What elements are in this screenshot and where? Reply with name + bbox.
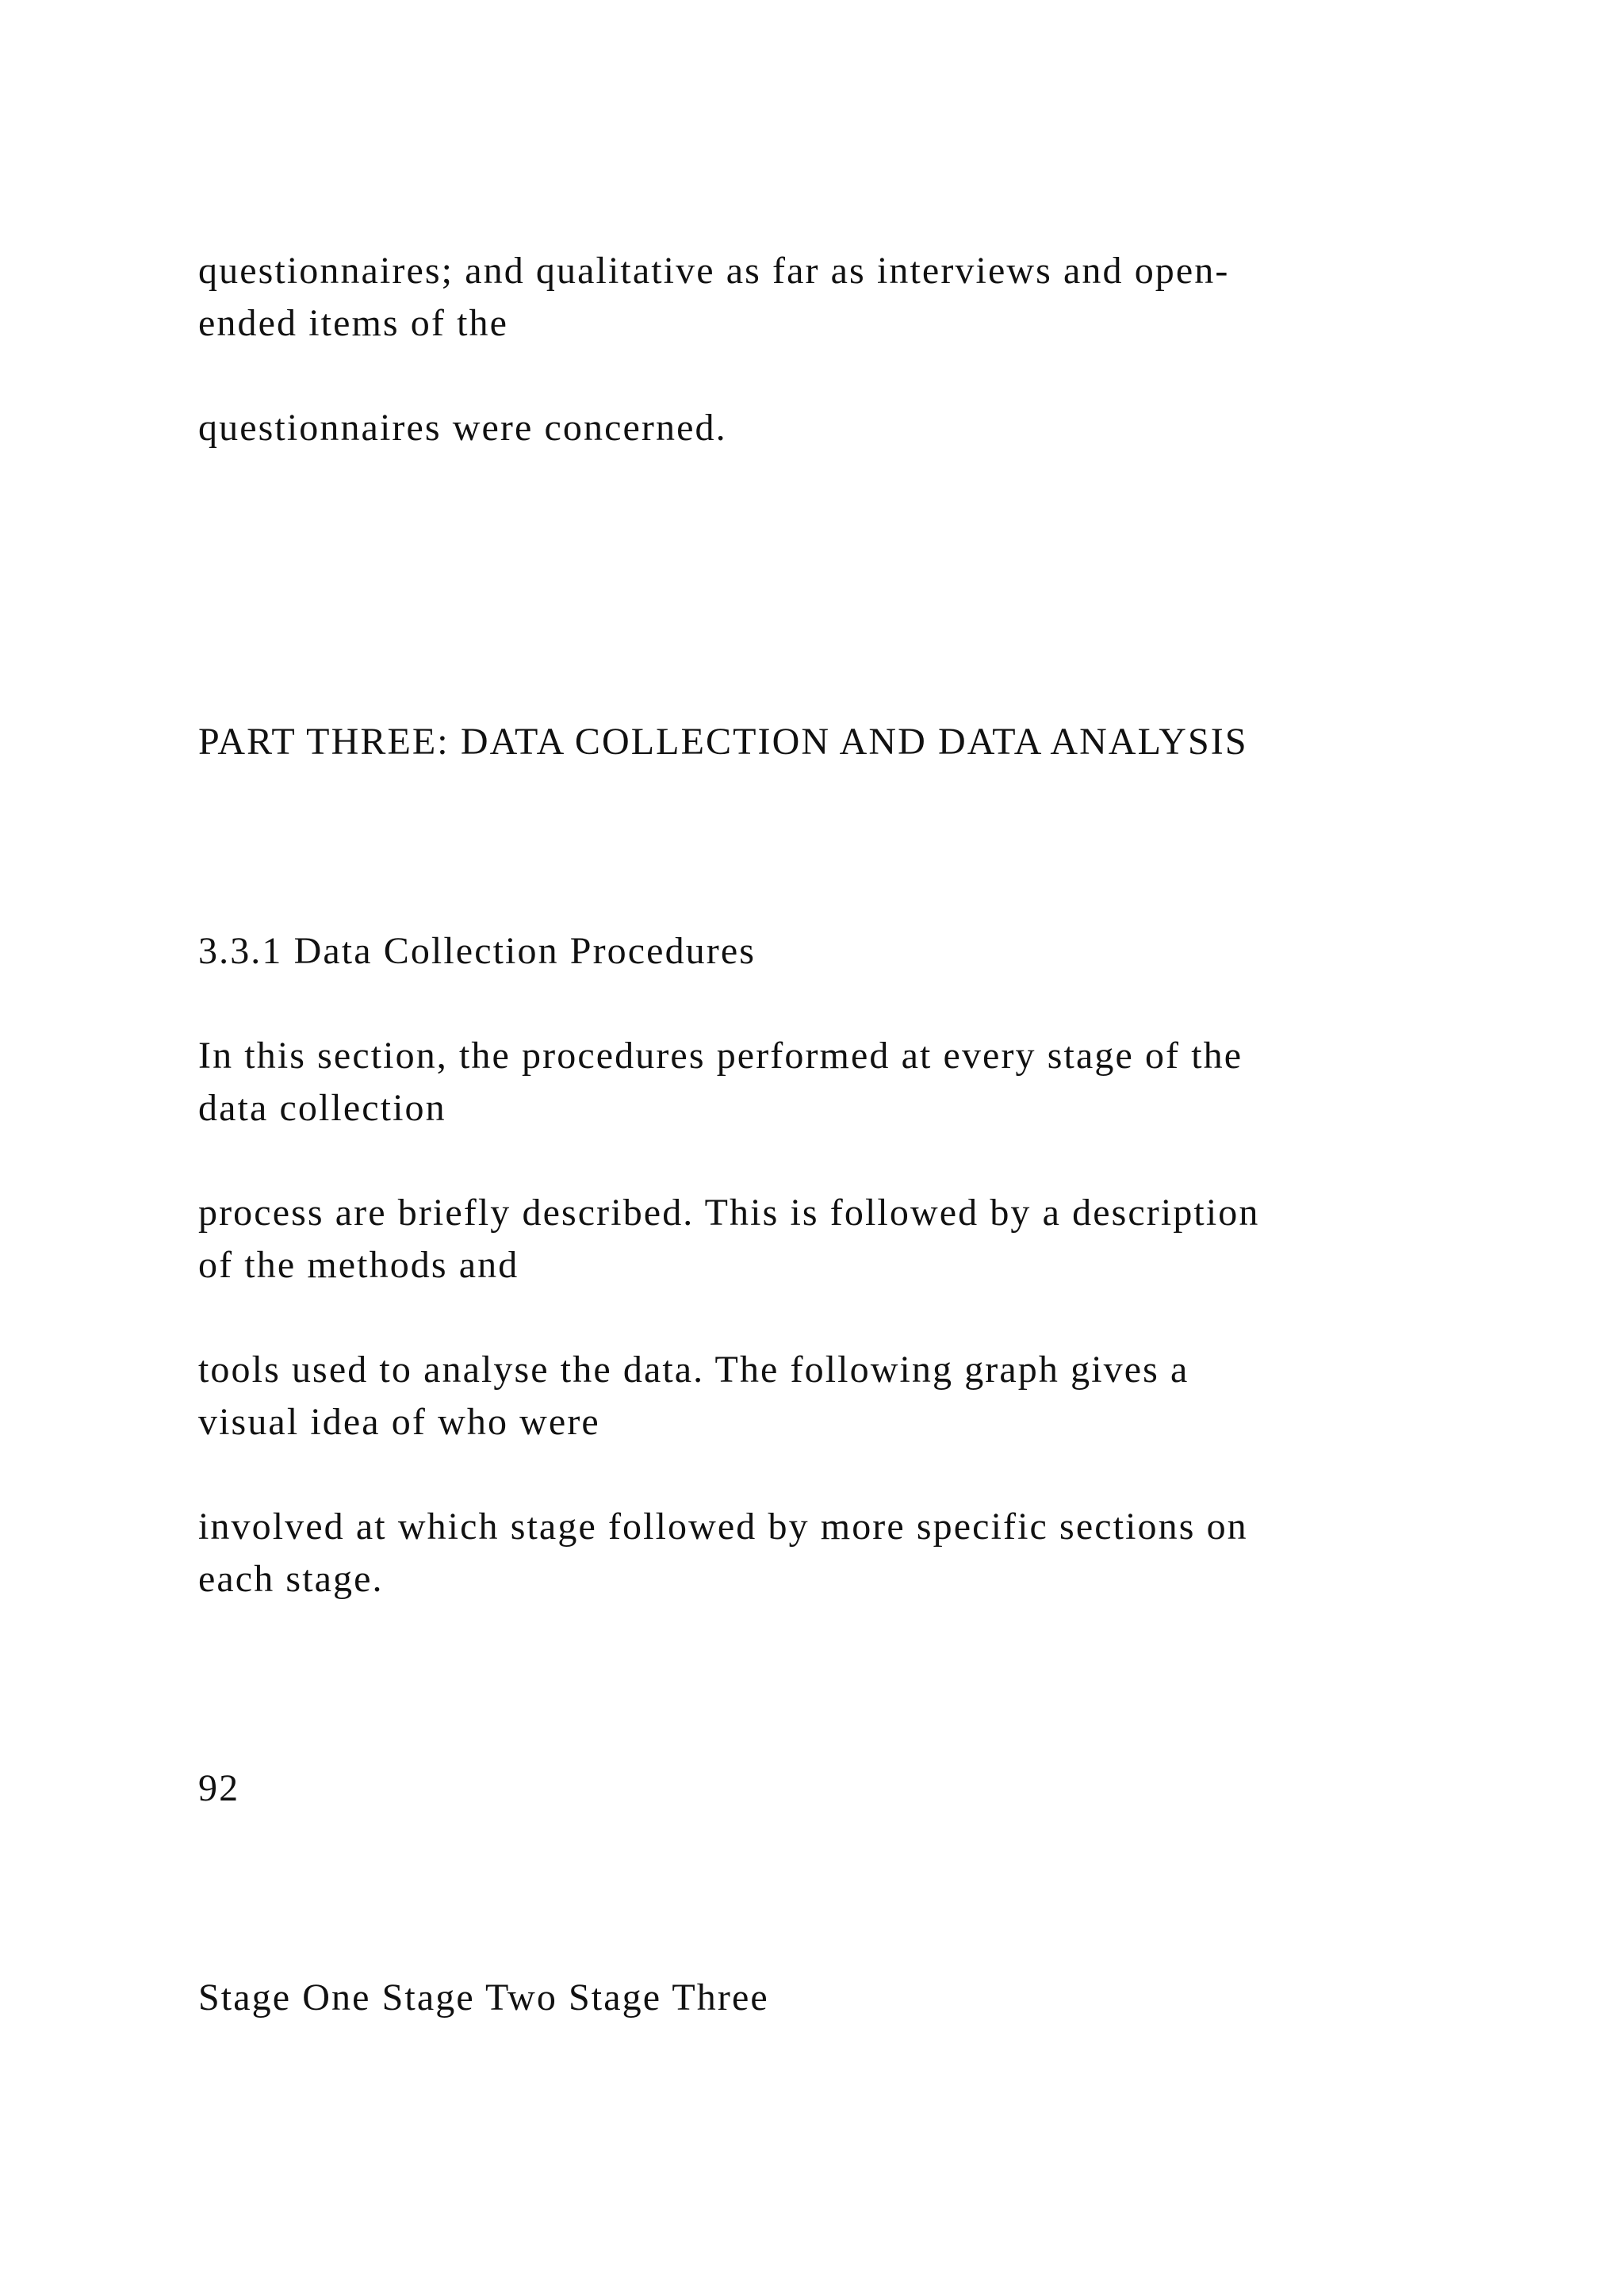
paragraph-2-line-2: data collection [198, 1087, 446, 1129]
stages-line: Stage One Stage Two Stage Three [198, 1976, 769, 2019]
paragraph-2-line-8: each stage. [198, 1558, 384, 1600]
paragraph-2-line-4: of the methods and [198, 1244, 519, 1286]
paragraph-2-line-3: process are briefly described. This is followed by a description [198, 1192, 1260, 1234]
section-heading: 3.3.1 Data Collection Procedures [198, 930, 756, 972]
paragraph-2-line-1: In this section, the procedures performed at every stage of the [198, 1035, 1243, 1077]
paragraph-2-line-5: tools used to analyse the data. The following graph gives a [198, 1349, 1189, 1391]
paragraph-1-line-1: questionnaires; and qualitative as far as interviews and open- [198, 250, 1230, 292]
paragraph-2-line-6: visual idea of who were [198, 1401, 600, 1443]
page-number: 92 [198, 1767, 240, 1809]
part-heading: PART THREE: DATA COLLECTION AND DATA ANALYSIS [198, 721, 1248, 763]
paragraph-1-line-3: questionnaires were concerned. [198, 407, 727, 449]
paragraph-2-line-7: involved at which stage followed by more specific sections on [198, 1506, 1248, 1548]
paragraph-1-line-2: ended items of the [198, 302, 509, 344]
